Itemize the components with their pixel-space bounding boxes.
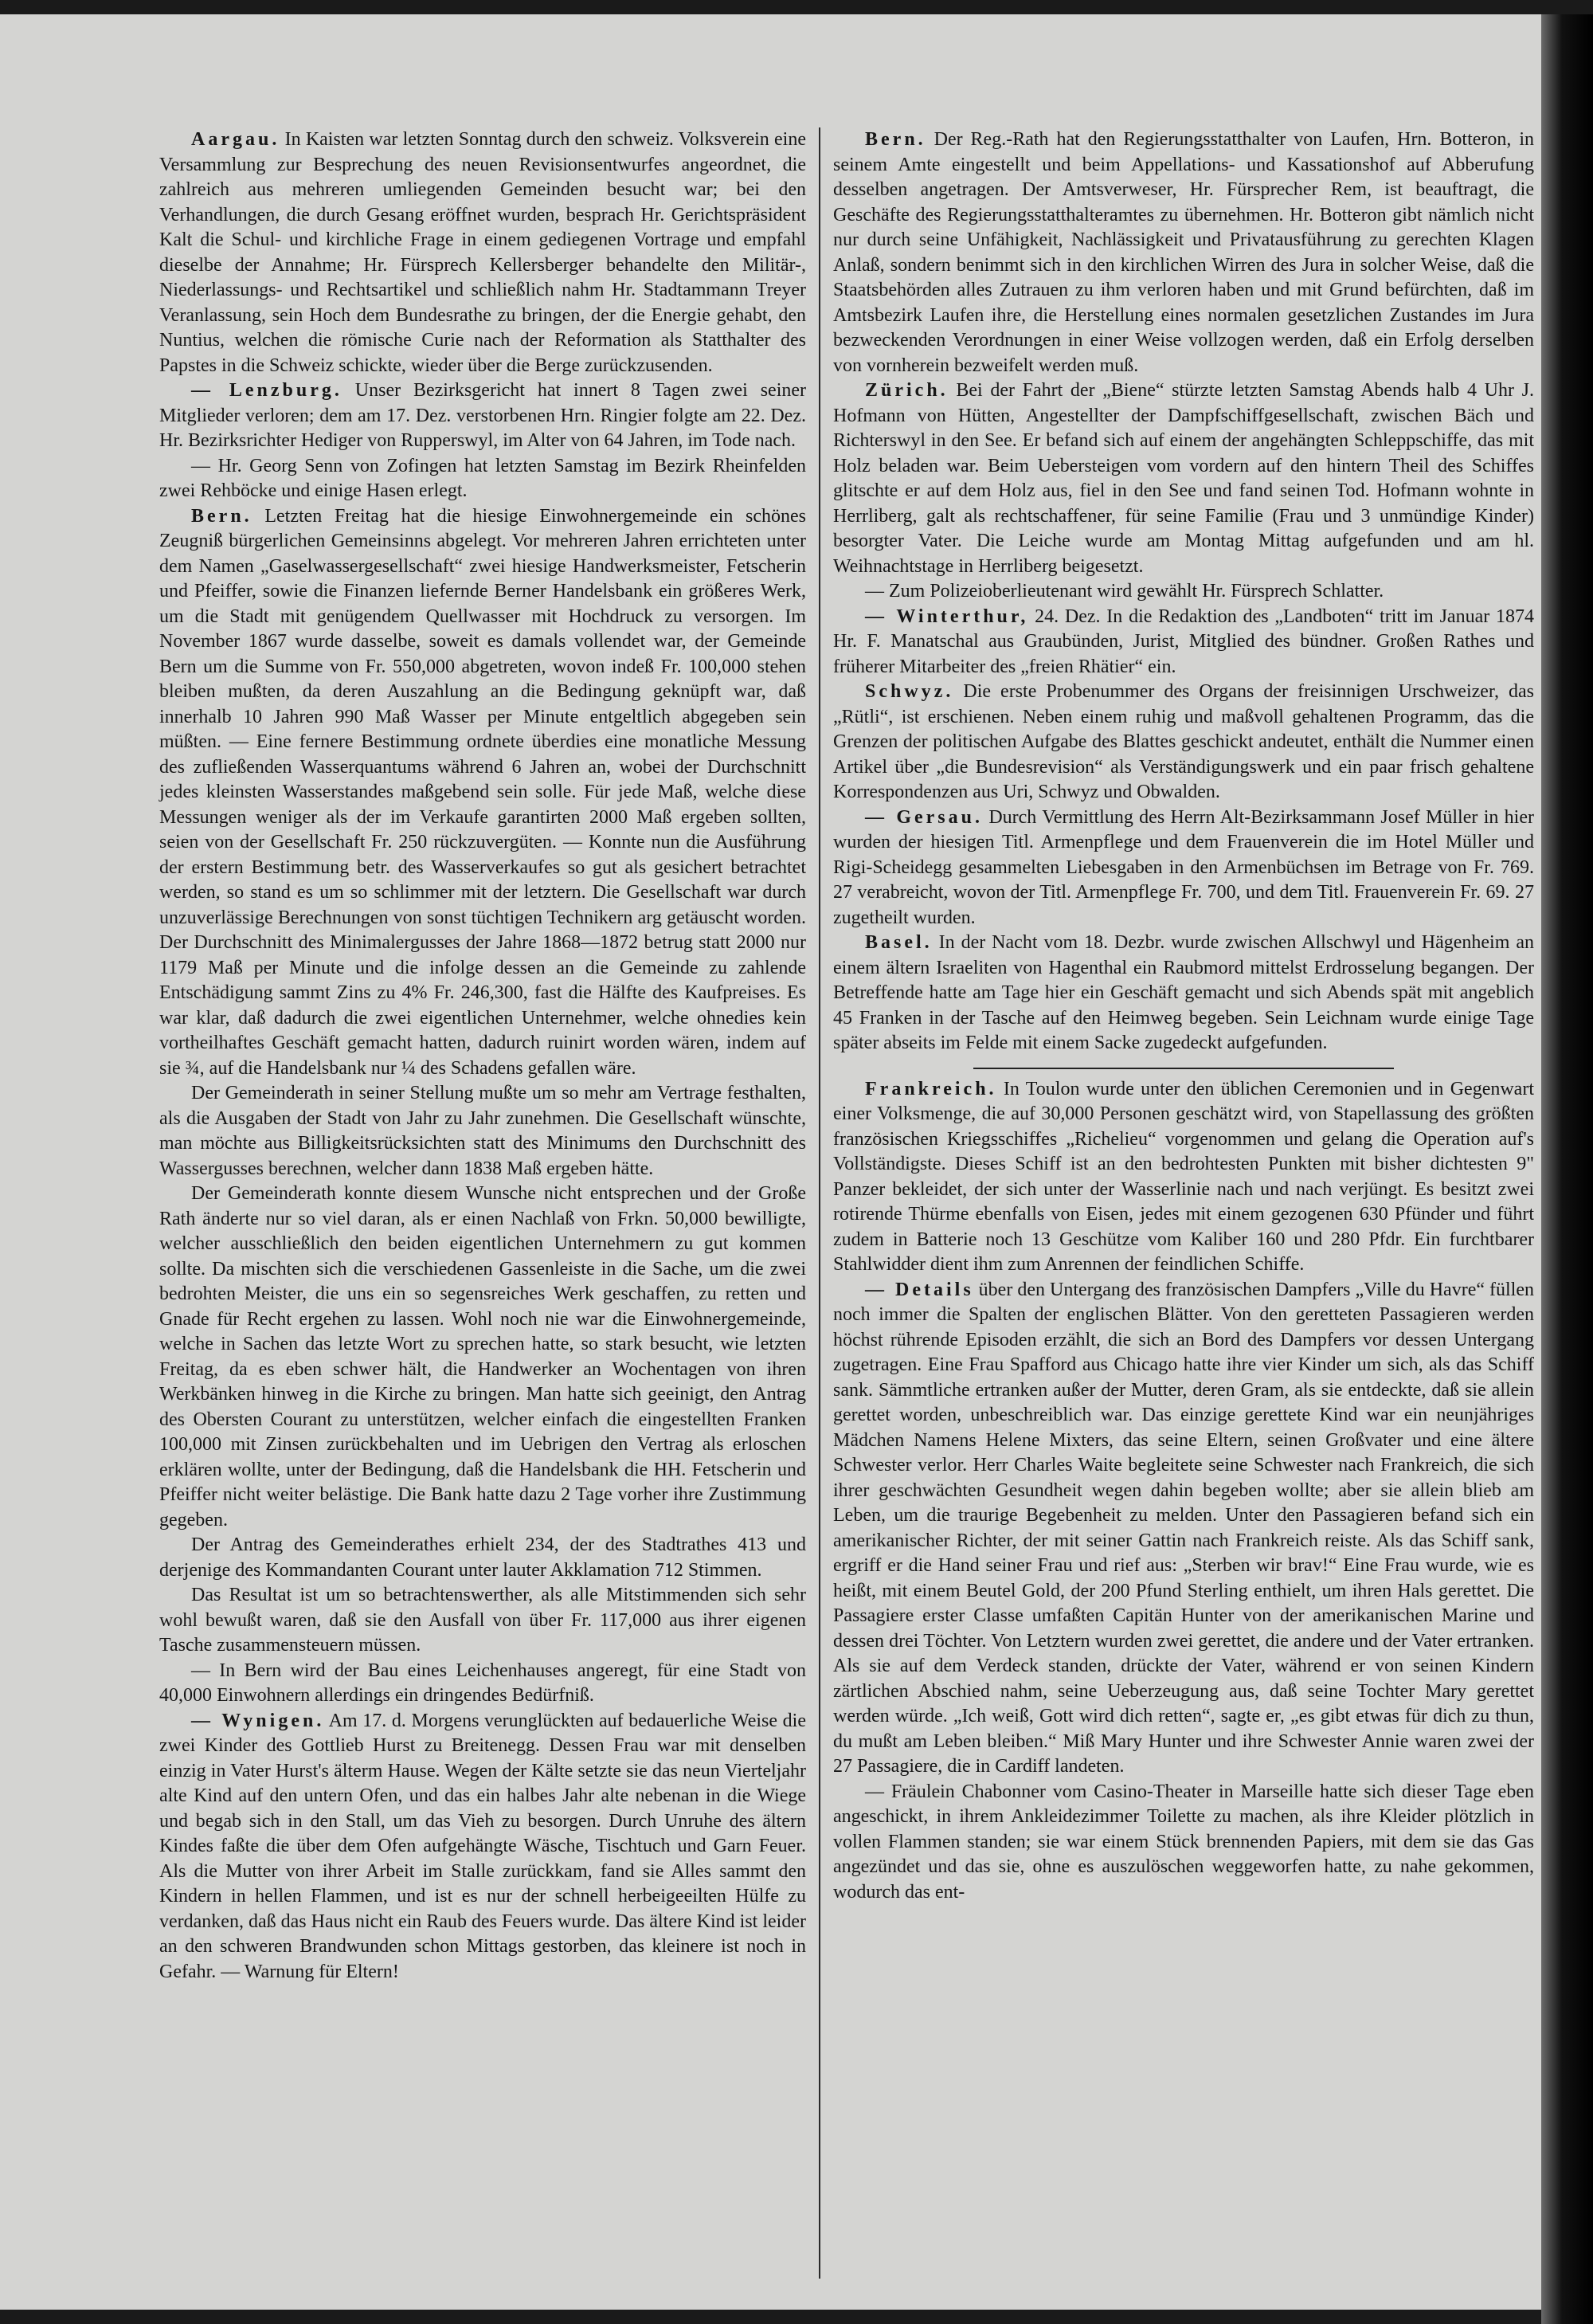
article-dateline: — Gersau.	[865, 806, 983, 828]
article-paragraph	[833, 579, 1534, 605]
article-dateline: Schwyz.	[865, 681, 954, 702]
article-paragraph	[159, 1081, 806, 1182]
article-dateline: — Details	[865, 1279, 974, 1300]
article-paragraph	[833, 378, 1534, 579]
article-paragraph	[159, 1533, 806, 1583]
article-paragraph	[159, 1659, 806, 1709]
article-text: — In Bern wird der Bau eines Leichenhauses angeregt, für eine Stadt von 40,000 Einwohnern allerdings ein dringendes Bedürfniß.	[159, 1660, 806, 1706]
article-paragraph	[833, 805, 1534, 931]
article-paragraph	[833, 1780, 1534, 1906]
article-text: Am 17. d. Morgens verunglückten auf bedauerliche Weise die zwei Kinder des Gottlieb Hurst zu Breitenegg. Dessen Frau war mit denselben einzig in Vater Hurst's älterm Hause. Wegen der Kälte setzte sie das neun Vierteljahr alte Kind auf den untern Ofen, und das ein halbes Jahr alte nebenan in die Wiege und begab sich in den Stall, um das Vieh zu besorgen. Durch Unruhe des ältern Kindes faßte die über dem Ofen aufgehängte Wäsche, Tischtuch und Garn Feuer. Als die Mutter von ihrer Arbeit im Stalle zurückkam, fand sie Alles sammt den Kindern in hellen Flammen, und ist es nur der schnell herbeigeeilten Hülfe zu verdanken, daß das Haus nicht ein Raub des Feuers wurde. Das ältere Kind ist leider an den schweren Brandwunden schon Mittags gestorben, das kleinere ist noch in Gefahr. — Warnung für Eltern!	[159, 1710, 806, 1982]
article-paragraph	[833, 127, 1534, 378]
article-text: über den Untergang des französischen Dampfers „Ville du Havre“ füllen noch immer die Spalten der englischen Blätter. Von den geretteten Passagieren werden höchst rührende Episoden erzählt, die sich an Bord des Dampfers vor dessen Untergang zugetragen. Eine Frau Spafford aus Chicago hatte ihre vier Kinder um sich, als das Schiff sank. Sämmtliche ertranken außer der Mutter, deren Gram, als sie entdeckte, daß sie allein gerettet worden, unbeschreiblich war. Das einzige gerettete Kind war ein neunjähriges Mädchen Namens Helene Mixters, das seine Eltern, seinen Großvater und eine ältere Schwester verlor. Herr Charles Waite begleitete seine Schwester nach Frankreich, die sich ihrer geschwächten Gesundheit wegen dahin begeben wollte; aber sie allein blieb am Leben, um die traurige Begebenheit zu melden. Unter den Passagieren befand sich ein amerikanischer Richter, der mit seiner Gattin nach Frankreich reiste. Als das Schiff sank, ergriff er die Hand seiner Frau und rief aus: „Sterben wir brav!“ Eine Frau wurde, wie es heißt, mit einem Beutel Gold, der 200 Pfund Sterling enthielt, um ihren Hals gerettet. Die Passagiere erster Classe umfaßten Capitän Hunter von der amerikanischen Marine und dessen drei Töchter. Von Letztern wurden zwei gerettet, die andere und der Vater ertranken. Als sie auf dem Verdeck standen, drückte der Vater, während er von seinen Kindern zärtlichen Abschied nahm, seine Ueberzeugung aus, daß seine Tochter Mary gerettet werden würde. „Ich weiß, Gott wird dich retten“, sagte er, „es gibt etwas für dich zu thun, du mußt am Leben bleiben.“ Miß Mary Hunter und ihre Schwester Annie waren zwei der 27 Passagiere, die in Cardiff landeten.	[833, 1279, 1534, 1777]
right-column-bottom-articles	[833, 1077, 1534, 1906]
article-text: Unser Bezirksgericht hat innert 8 Tagen zwei seiner Mitglieder verloren; dem am 17. Dez. verstorbenen Hrn. Ringier folgte am 22. Dez. Hr. Bezirksrichter Hediger von Rupperswyl, im Alter von 64 Jahren, im Tode nach.	[159, 380, 807, 451]
article-text: — Hr. Georg Senn von Zofingen hat letzten Samstag im Bezirk Rheinfelden zwei Rehböcke und einige Hasen erlegt.	[159, 455, 806, 501]
article-text: Die erste Probenummer des Organs der freisinnigen Urschweizer, das „Rütli“, ist erschienen. Neben einem ruhig und maßvoll gehaltenen Programm, das die Grenzen der politischen Aufgabe des Blattes geschickt andeutet, enthält die Nummer einen Artikel über „die Bundesrevision“ als Verständigungswerk und ein paar frisch gehaltene Korrespondenzen aus Uri, Schwyz und Obwalden.	[833, 681, 1534, 802]
article-text: Das Resultat ist um so betrachtenswerther, als alle Mitstimmenden sich sehr wohl bewußt waren, daß sie den Ausfall von über Fr. 117,000 aus ihrer eigenen Tasche zusammensteuern müssen.	[159, 1585, 806, 1656]
article-dateline: — Winterthur,	[865, 605, 1029, 627]
article-paragraph	[159, 378, 806, 454]
article-paragraph	[159, 504, 806, 1082]
newspaper-page	[0, 14, 1541, 2310]
article-paragraph	[159, 454, 806, 504]
article-text: Der Reg.-Rath hat den Regierungsstatthalter von Laufen, Hrn. Botteron, in seinem Amte eingestellt und beim Appellations- und Kassationshof auf Abberufung desselben angetragen. Der Amtsverweser, Hr. Fürsprecher Rem, ist beauftragt, die Geschäfte des Regierungsstatthalteramtes zu übernehmen. Hr. Botteron gibt nämlich nicht nur durch seine Unfähigkeit, Nachlässigkeit und Privatausführung zu gerechten Klagen Anlaß, sondern benimmt sich in den kirchlichen Wirren des Jura in solcher Weise, daß die Staatsbehörden alles Zutrauen zu ihm verloren haben und mit Grund befürchten, daß im Amtsbezirk Laufen ihre, die Herstellung eines normalen gesetzlichen Zustandes im Jura bezweckenden Verordnungen in einer Weise vollzogen werden, daß ein Erfolg derselben von vornherein bezweifelt werden muß.	[833, 129, 1534, 376]
right-column-top-articles	[833, 127, 1534, 1056]
article-text: Letzten Freitag hat die hiesige Einwohnergemeinde ein schönes Zeugniß bürgerlichen Gemeinsinns abgelegt. Vor mehreren Jahren errichteten unter dem Namen „Gaselwassergesellschaft“ zwei hiesige Handwerksmeister, Fetscherin und Pfeiffer, sowie die Finanzen liefernde Berner Handelsbank ein größeres Werk, um die Stadt mit genügendem Quellwasser mit Hochdruck zu versorgen. Im November 1867 wurde dasselbe, soweit es damals vollendet war, der Gemeinde Bern um die Summe von Fr. 550,000 abgetreten, wovon indeß Fr. 100,000 stehen bleiben mußten, da deren Auszahlung an die Bedingung geknüpft war, daß innerhalb 10 Jahren 990 Maß Wasser per Minute entgeltlich abgegeben sein müßten. — Eine fernere Bestimmung ordnete überdies eine monatliche Messung des zufließenden Wasserquantums während 6 Jahren an, wobei der Durchschnitt jedes kleinsten Wasserstandes maßgebend sein solle. Für jede Maß, welche diese Messungen weniger als der im Verkaufe garantirten 2000 Maß ergeben sollten, seien von der Gesellschaft Fr. 250 rückzuvergüten. — Konnte nun die Ausführung der erstern Bestimmung betr. des Wasserverkaufes so gut als gesichert betrachtet werden, so stand es um so schlimmer mit der letztern. Die Gesellschaft war durch unzuverlässige Berechnungen von sonst tüchtigen Technikern arg getäuscht worden. Der Durchschnitt des Minimalergusses der Jahre 1868—1872 betrug statt 2000 nur 1179 Maß per Minute und die infolge dessen an die Gemeinde zu zahlende Entschädigung sammt Zins zu 4% Fr. 246,300, fast die Hälfte des Kaufpreises. Es war klar, daß dadurch die zwei eigentlichen Unternehmer, welche ohnedies kein vortheilhaftes Geschäft gemacht hatten, dadurch ruinirt worden wären, indem auf sie ¾, auf die Handelsbank nur ¼ des Schadens gefallen wäre.	[159, 505, 806, 1079]
article-text: Der Antrag des Gemeinderathes erhielt 234, der des Stadtrathes 413 und derjenige des Kommandanten Courant unter lauter Akklamation 712 Stimmen.	[159, 1534, 806, 1581]
article-text: Der Gemeinderath in seiner Stellung mußte um so mehr am Vertrage festhalten, als die Ausgaben der Stadt von Jahr zu Jahr zunehmen. Die Gesellschaft wünschte, man möchte aus Billigkeitsrücksichten statt des Minimums den Durchschnitt des Wassergusses berechnen, welcher dann 1838 Maß ergeben hätte.	[159, 1083, 806, 1179]
article-dateline: Aargau.	[191, 129, 280, 150]
article-paragraph	[159, 127, 806, 378]
article-text: In Kaisten war letzten Sonntag durch den schweiz. Volksverein eine Versammlung zur Besprechung des neuen Revisionsentwurfes angeordnet, die zahlreich aus mehreren umliegenden Gemeinden besucht war; bei den Verhandlungen, die durch Gesang eröffnet wurden, besprach Hr. Gerichtspräsident Kalt die Schul- und kirchliche Frage in einem gediegenen Vortrage und empfahl dieselbe der Annahme; Hr. Fürsprech Kellersberger behandelte den Militär-, Niederlassungs- und Rechtsartikel und schließlich nahm Hr. Stadtammann Treyer Veranlassung, sein Hoch dem Bundesrathe zu bringen, der die Energie gehabt, den Nuntius, welchen die römische Curie nach der Reformation als Statthalter des Papstes in die Schweiz schickte, wieder über die Berge zurückzusenden.	[159, 129, 806, 376]
article-dateline: Zürich.	[865, 380, 949, 401]
article-paragraph	[159, 1583, 806, 1659]
article-dateline: Basel.	[865, 932, 933, 953]
article-dateline: Bern.	[865, 129, 926, 150]
article-dateline: — Wynigen.	[191, 1710, 325, 1731]
article-paragraph	[159, 1709, 806, 1985]
columns	[0, 14, 1541, 1985]
article-paragraph	[159, 1182, 806, 1533]
article-text: Der Gemeinderath konnte diesem Wunsche nicht entsprechen und der Große Rath änderte nur so viel daran, als er einen Nachlaß von Frkn. 50,000 bewilligte, welcher ausschließlich den beiden eigentlichen Unternehmern zu gut kommen sollte. Da mischten sich die verschiedenen Gassenleiste in die Sache, um die zwei bedrohten Meister, die uns ein so segensreiches Werk geschaffen, zu retten und Gnade für Recht ergehen zu lassen. Wohl noch nie war die Einwohnergemeinde, welche in Sachen das letzte Wort zu sprechen hatte, so stark besucht, wie letzten Freitag, da es eben schwer hält, die Handwerker an Wochentagen von ihren Werkbänken hinweg in die Kirche zu bringen. Man hatte sich geeinigt, den Antrag des Obersten Courant zu unterstützen, welcher einfach die eingestellten Franken 100,000 mit Zinsen zurückbehalten und im Uebrigen den Vertrag als erloschen erklären wollte, unter der Bedingung, daß die Handelsbank die HH. Fetscherin und Pfeiffer nicht weiter belästige. Die Bank hatte dazu 2 Tage vorher ihre Zustimmung gegeben.	[159, 1183, 806, 1530]
article-text: — Fräulein Chabonner vom Casino-Theater in Marseille hatte sich dieser Tage eben angeschickt, in ihrem Ankleidezimmer Toilette zu machen, als ihre Kleider plötzlich in vollen Flammen standen; sie war einem Stück brennenden Papiers, mit dem sie das Gas angezündet und das sie, ohne es auszulöschen weggeworfen hatte, zu nahe gekommen, wodurch das ent-	[833, 1781, 1534, 1903]
left-column	[159, 127, 806, 1985]
article-paragraph	[833, 1077, 1534, 1278]
article-text: In Toulon wurde unter den üblichen Ceremonien und in Gegenwart einer Volksmenge, die auf 30,000 Personen geschätzt wird, von Stapellassung des größten französischen Kriegsschiffes „Richelieu“ vorgenommen und gelang die Operation auf's Vollständigste. Dieses Schiff ist an den bedrohtesten Punkten mit bisher dichtesten 9" Panzer bekleidet, der sich unter der Wasserlinie nach und nach verjüngt. Es besitzt zwei rotirende Thürme ebenfalls von Eisen, jedes mit einem gezogenen 630 Pfünder und führt zudem in Batterie noch 13 Geschütze vom Kaliber 160 und 280 Pfdr. Ein furchtbarer Stahlwidder dient ihm zum Anrennen der feindlichen Schiffe.	[833, 1078, 1534, 1275]
section-divider	[973, 1068, 1394, 1069]
scan-edge	[1541, 14, 1593, 2324]
article-text: — Zum Polizeioberlieutenant wird gewählt Hr. Fürsprech Schlatter.	[865, 581, 1384, 602]
article-text: Durch Vermittlung des Herrn Alt-Bezirksammann Josef Müller in hier wurden der hiesigen Titl. Armenpflege und dem Frauenverein die im Hotel Müller und Rigi-Scheidegg gesammelten Liebesgaben in den Armenbüchsen im Betrage von Fr. 769. 27 verabreicht, wovon der Titl. Armenpflege Fr. 700, und dem Titl. Frauenverein Fr. 69. 27 zugetheilt wurden.	[833, 806, 1534, 928]
article-text: 24. Dez. In die Redaktion des „Landboten“ tritt im Januar 1874 Hr. F. Manatschal aus Graubünden, Jurist, Mitglied des bündner. Großen Rathes und früherer Mitarbeiter des „freien Rhätier“ ein.	[833, 605, 1534, 677]
article-dateline: — Lenzburg.	[191, 380, 342, 401]
article-paragraph	[833, 931, 1534, 1056]
article-text: Bei der Fahrt der „Biene“ stürzte letzten Samstag Abends halb 4 Uhr J. Hofmann von Hütten, Angestellter der Dampfschiffgesellschaft, zwischen Bäch und Richterswyl in den See. Er befand sich auf einem der angehängten Schleppschiffe, das mit Holz beladen war. Beim Uebersteigen vom vordern auf den hintern Theil des Schiffes glitschte er auf dem Holz aus, fiel in den See und fand seinen Tod. Hofmann wohnte in Herrliberg, galt als rechtschaffener, für seine Familie (Frau und 3 unmündige Kinder) besorgter Vater. Die Leiche wurde am Montag Mittag aufgefunden und am hl. Weihnachtstage in Herrliberg beigesetzt.	[833, 380, 1534, 577]
article-dateline: Bern.	[191, 505, 252, 527]
article-dateline: Frankreich.	[865, 1078, 997, 1099]
article-paragraph	[833, 680, 1534, 805]
article-text: In der Nacht vom 18. Dezbr. wurde zwischen Allschwyl und Hägenheim an einem ältern Israeliten von Hagenthal ein Raubmord mittelst Erdrosselung begangen. Der Betreffende hatte am Tage hier ein Geschäft gemacht und sich Abends spät mit angeblich 45 Franken in der Tasche auf den Heimweg begeben. Sein Leichnam wurde einige Tage später abseits im Felde mit einem Sacke zugedeckt aufgefunden.	[833, 932, 1534, 1053]
right-column	[833, 127, 1534, 1905]
article-paragraph	[833, 605, 1534, 680]
article-paragraph	[833, 1278, 1534, 1780]
